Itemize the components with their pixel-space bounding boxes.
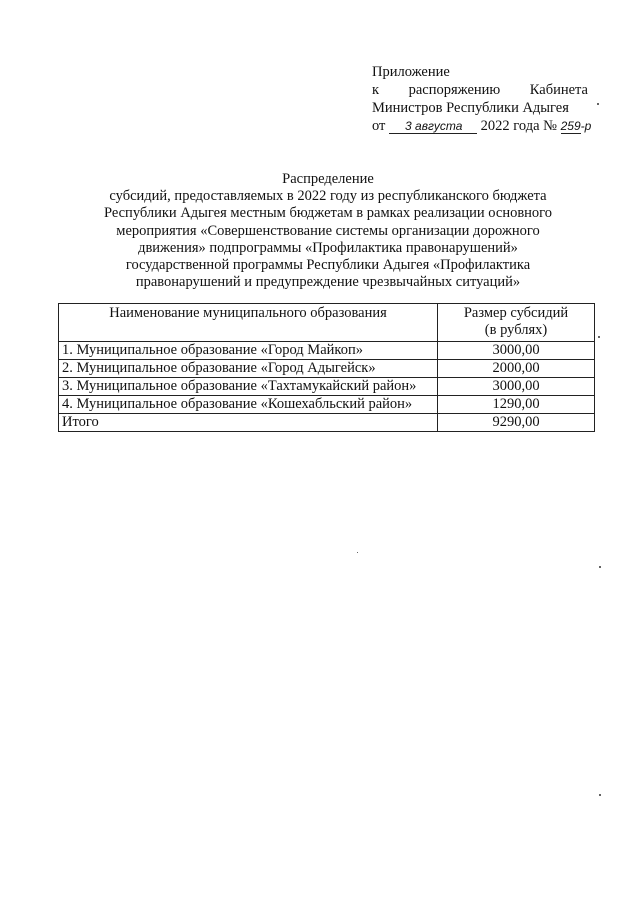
appendix-line-2 <box>372 81 588 99</box>
scan-speck <box>598 336 600 338</box>
row-amount: 3000,00 <box>438 342 595 360</box>
row-name: 3. Муниципальное образование «Тахтамукайский район» <box>59 378 438 396</box>
order-suffix: -р <box>580 119 592 133</box>
table-row <box>59 396 595 414</box>
header-amount-line2: (в рублях) <box>484 322 548 338</box>
scan-speck <box>599 794 601 796</box>
header-municipality: Наименование муниципального образования <box>59 304 438 342</box>
heading-line: мероприятия «Совершенствование системы организации дорожного <box>116 222 540 239</box>
table-row <box>59 378 595 396</box>
row-name: 2. Муниципальное образование «Город Адыгейск» <box>59 360 438 378</box>
scan-speck <box>597 103 599 105</box>
appendix-title: Приложение <box>372 64 450 80</box>
year-text: 2022 года № <box>480 118 557 134</box>
heading-line: субсидий, предоставляемых в 2022 году из республиканского бюджета <box>109 188 547 205</box>
handwritten-date: 3 августа <box>389 120 477 134</box>
appendix-cabinet: Кабинета <box>529 82 588 98</box>
row-amount: 1290,00 <box>438 396 595 414</box>
total-amount: 9290,00 <box>438 414 595 432</box>
row-amount: 2000,00 <box>438 360 595 378</box>
heading-line: движения» подпрограммы «Профилактика правонарушений» <box>138 239 518 256</box>
appendix-order-word: распоряжению <box>408 82 501 98</box>
subsidy-table <box>58 303 595 432</box>
handwritten-number: 259 <box>560 119 581 133</box>
table-header-row <box>59 304 595 342</box>
appendix-block <box>372 63 592 135</box>
heading-line: Республики Адыгея местным бюджетам в рамках реализации основного <box>103 205 553 222</box>
row-name: 1. Муниципальное образование «Город Майкоп» <box>59 342 438 360</box>
scan-speck <box>357 552 358 553</box>
header-amount-line1: Размер субсидий <box>463 305 569 321</box>
date-from-label: от <box>372 118 386 134</box>
table-row <box>59 360 595 378</box>
document-heading <box>60 171 596 291</box>
heading-title: Распределение <box>282 171 374 187</box>
row-name: 4. Муниципальное образование «Кошехабльский район» <box>59 396 438 414</box>
table-row <box>59 342 595 360</box>
heading-line: правонарушений и предупреждение чрезвычайных ситуаций» <box>135 274 521 291</box>
heading-line: государственной программы Республики Адыгея «Профилактика <box>125 257 531 274</box>
appendix-ministers: Министров Республики Адыгея <box>372 100 569 116</box>
header-amount <box>438 304 595 342</box>
total-row <box>59 414 595 432</box>
row-amount: 3000,00 <box>438 378 595 396</box>
appendix-date-line <box>372 117 592 135</box>
scan-speck <box>599 566 601 568</box>
appendix-k: к <box>372 82 380 98</box>
total-label: Итого <box>59 414 438 432</box>
